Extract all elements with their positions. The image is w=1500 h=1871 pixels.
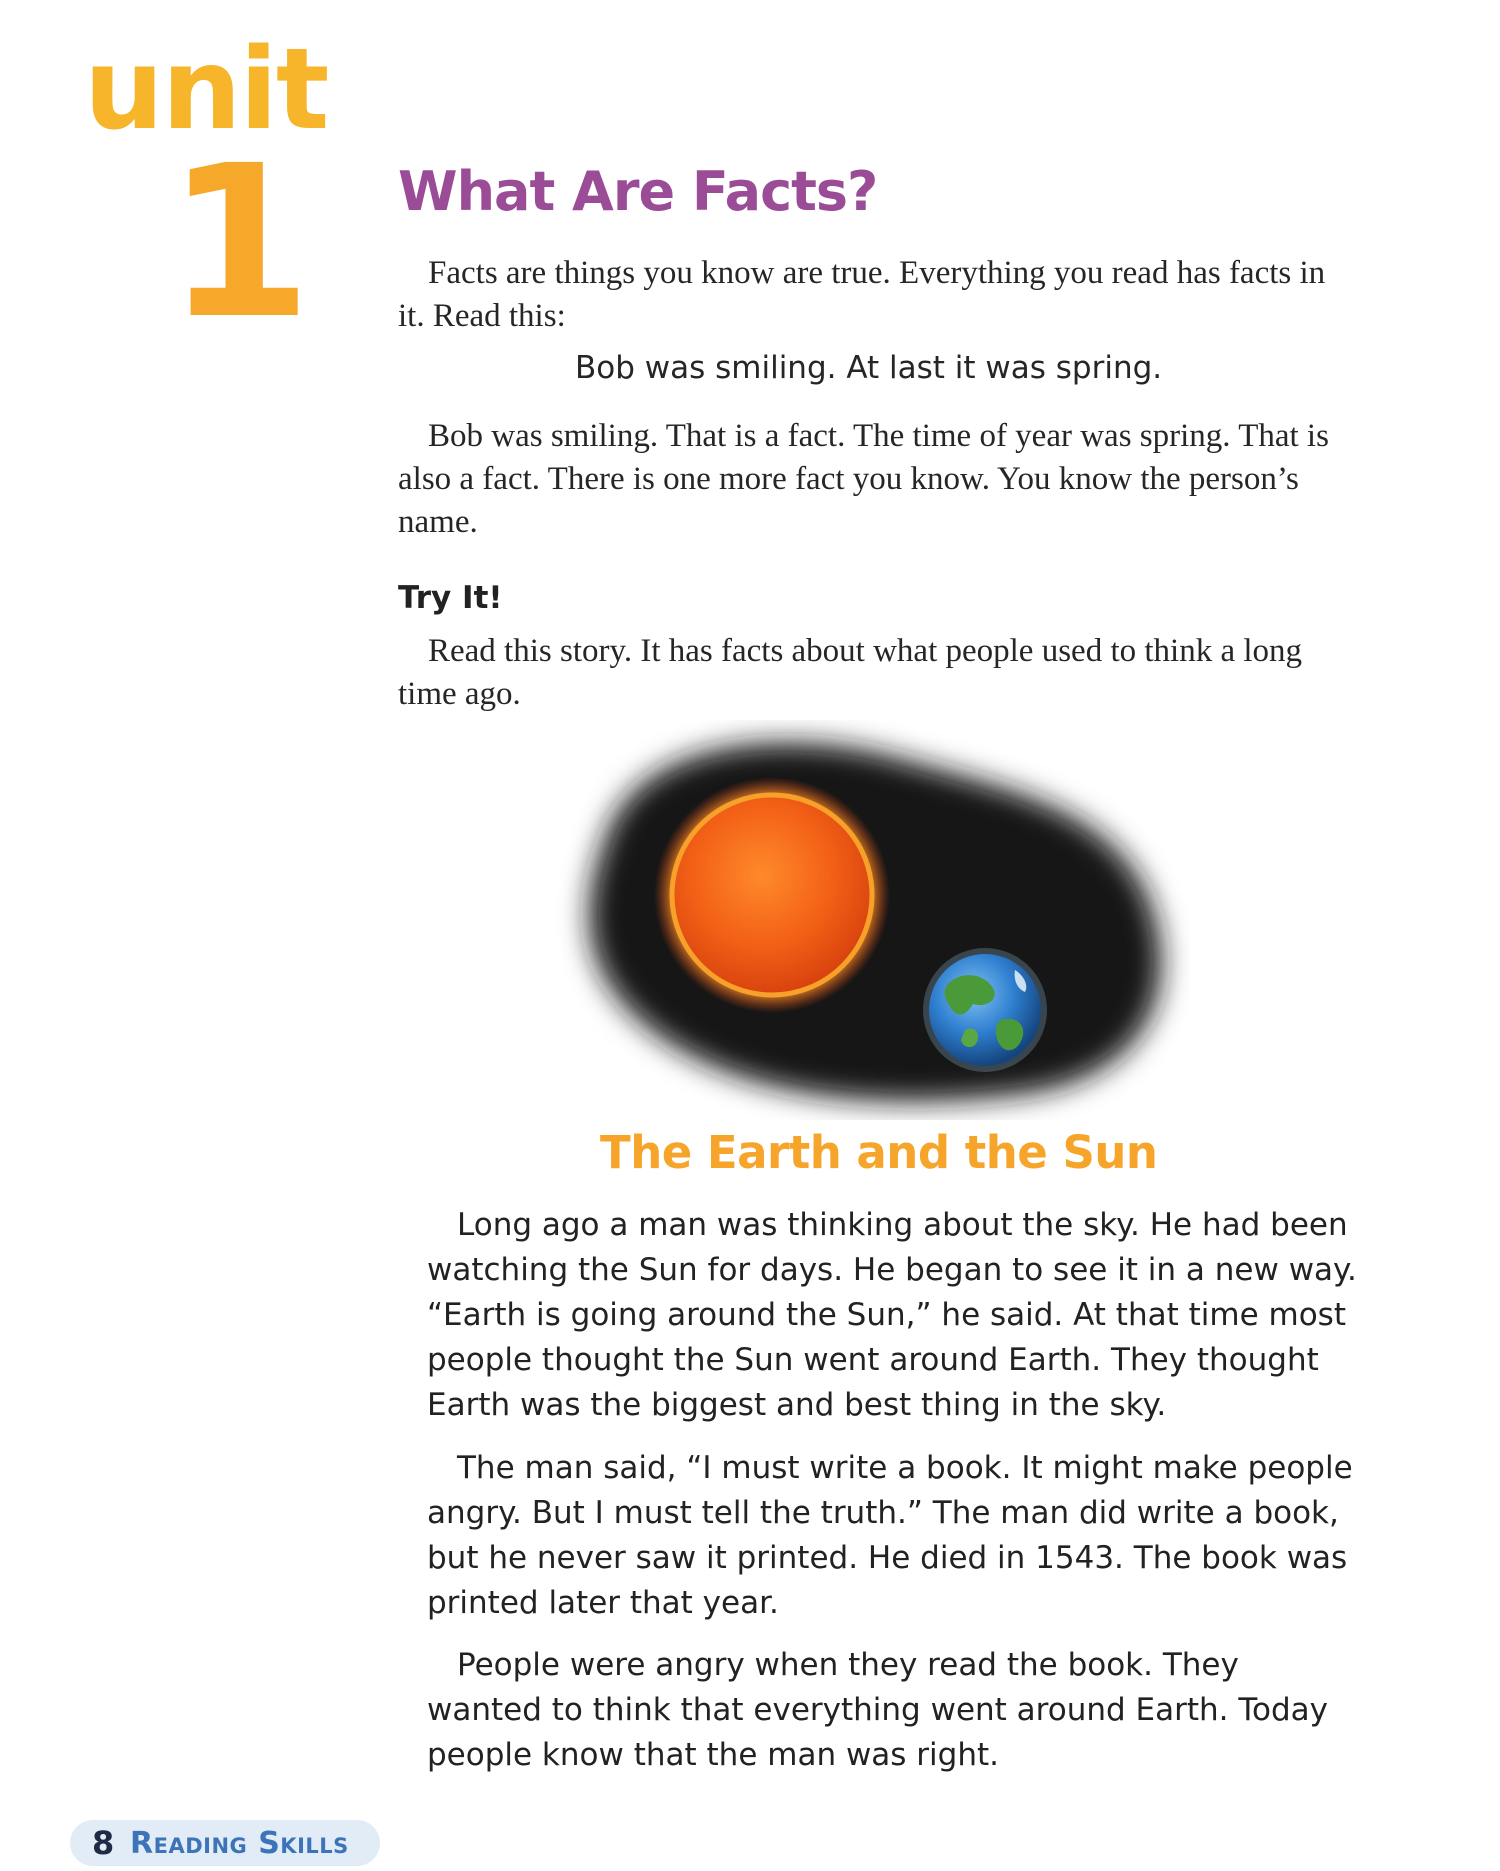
lesson-explanation: Bob was smiling. That is a fact. The time of year was spring. That is also a fact. There is one more fact you know. You know the person’s name. [398, 418, 1329, 540]
sun-icon [654, 777, 890, 1013]
example-sentence: Bob was smiling. At last it was spring. [575, 350, 1163, 386]
unit-number: 1 [166, 120, 313, 365]
story-paragraph: Long ago a man was thinking about the sky. He had been watching the Sun for days. He began to see it in a new way. “Earth is going around the Sun,” he said. At that time most people thought the Sun went around Earth. They thought Earth was the biggest and best thing in the sky. [427, 1207, 1357, 1423]
sun-earth-illustration [545, 720, 1190, 1120]
try-it-instruction: Read this story. It has facts about what people used to think a long time ago. [398, 633, 1303, 712]
unit-label: unit [84, 25, 328, 155]
story-title: The Earth and the Sun [600, 1126, 1158, 1179]
earth-icon [923, 948, 1047, 1072]
page-footer [70, 1820, 380, 1866]
story-paragraph: The man said, “I must write a book. It might make people angry. But I must tell the truth.” The man did write a book, but he never saw it printed. He died in 1543. The book was printed later that year. [427, 1450, 1353, 1621]
book-title: Reading Skills [130, 1826, 349, 1861]
story-paragraph: People were angry when they read the book. They wanted to think that everything went around Earth. Today people know that the man was right. [427, 1647, 1329, 1773]
lesson-title: What Are Facts? [398, 160, 878, 223]
page-number: 8 [92, 1824, 115, 1862]
lesson-intro: Facts are things you know are true. Everything you read has facts in it. Read this: [398, 255, 1326, 334]
try-it-heading: Try It! [398, 580, 503, 616]
